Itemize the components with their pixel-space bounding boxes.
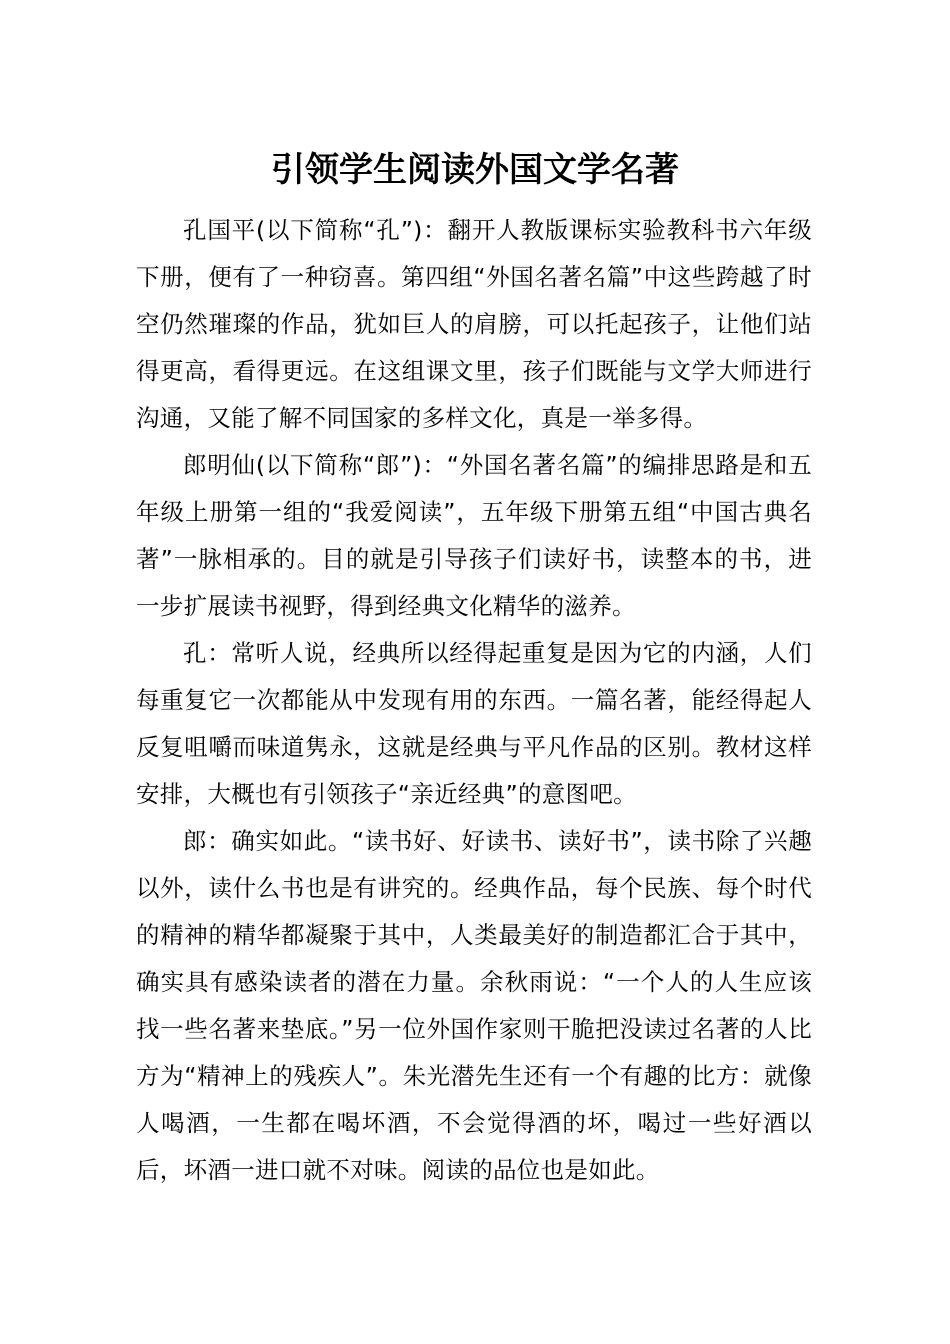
document-body: [136, 207, 812, 1194]
paragraph-3: 孔：常听人说，经典所以经得起重复是因为它的内涵，人们每重复它一次都能从中发现有用的东西。一篇名著，能经得起人反复咀嚼而味道隽永，这就是经典与平凡作品的区别。教材这样安排，大概也有引领孩子“亲近经典”的意图吧。: [136, 639, 812, 808]
document-title: 引领学生阅读外国文学名著: [271, 150, 679, 190]
paragraph-4: 郎：确实如此。“读书好、好读书、读好书”，读书除了兴趣以外，读什么书也是有讲究的。经典作品，每个民族、每个时代的精神的精华都凝聚于其中，人类最美好的制造都汇合于其中，确实具有感染读者的潜在力量。余秋雨说：“一个人的人生应该找一些名著来垫底。”另一位外国作家则干脆把没读过名著的人比方为“精神上的残疾人”。朱光潜先生还有一个有趣的比方：就像人喝酒，一生都在喝坏酒，不会觉得酒的坏，喝过一些好酒以后，坏酒一进口就不对味。阅读的品位也是如此。: [136, 827, 812, 1184]
paragraph-2: 郎明仙(以下简称“郎”)：“外国名著名篇”的编排思路是和五年级上册第一组的“我爱阅读”，五年级下册第五组“中国古典名著”一脉相承的。目的就是引导孩子们读好书，读整本的书，进一步扩展读书视野，得到经典文化精华的滋养。: [136, 451, 812, 620]
paragraph-1: 孔国平(以下简称“孔”)：翻开人教版课标实验教科书六年级下册，便有了一种窃喜。第四组“外国名著名篇”中这些跨越了时空仍然璀璨的作品，犹如巨人的肩膀，可以托起孩子，让他们站得更高，看得更远。在这组课文里，孩子们既能与文学大师进行沟通，又能了解不同国家的多样文化，真是一举多得。: [136, 216, 812, 432]
